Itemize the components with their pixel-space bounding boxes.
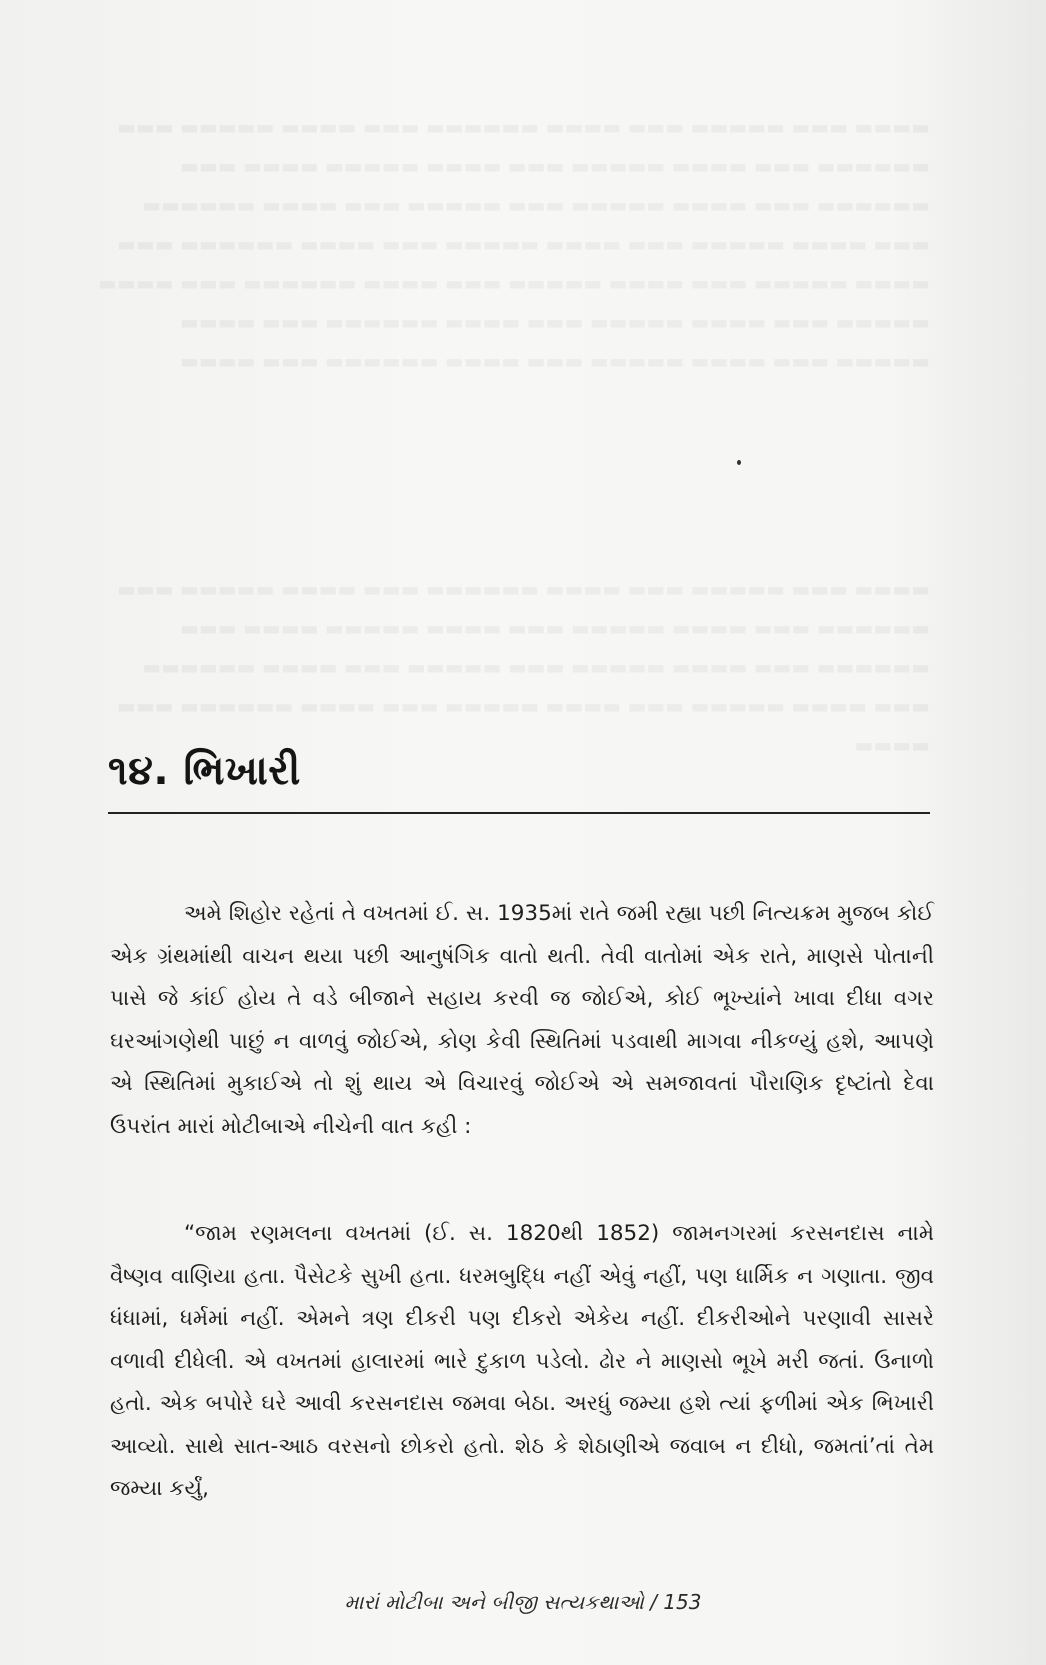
page-footer: મારાં મોટીબા અને બીજી સત્યકથાઓ / 153 [344,1590,702,1614]
paragraph-2 [110,1213,934,1511]
paragraph-text: “જામ રણમલના વખતમાં (ઈ. સ. 1820થી 1852) જામનગરમાં કરસનદાસ નામે વૈષ્ણવ વાણિયા હતા. પૈસેટકે સુખી હતા. ધરમબુદ્ધિ નહીં એવું નહીં, પણ ધાર્મિક ન ગણાતા. જીવ ધંધામાં, ધર્મમાં નહીં. એમને ત્રણ દીકરી પણ દીકરો એકેય નહીં. દીકરીઓને પરણાવી સાસરે વળાવી દીધેલી. એ વખતમાં હાલારમાં ભારે દુકાળ પડેલો. ઢોર ને માણસો ભૂખે મરી જતાં. ઉનાળો હતો. એક બપોરે ઘરે આવી કરસનદાસ જમવા બેઠા. અરધું જમ્યા હશે ત્યાં ફળીમાં એક ભિખારી આવ્યો. સાથે સાત-આઠ વરસનો છોકરો હતો. શેઠ કે શેઠાણીએ જવાબ ન દીધો, જમતાં’તાં તેમ જમ્યા કર્યું, [110,1221,934,1501]
title-underline [108,812,930,814]
paragraph-text: અમે શિહોર રહેતાં તે વખતમાં ઈ. સ. 1935માં રાતે જમી રહ્યા પછી નિત્યક્રમ મુજબ કોઈ એક ગ્રંથમાંથી વાચન થયા પછી આનુષંગિક વાતો થતી. તેવી વાતોમાં એક રાતે, માણસે પોતાની પાસે જે કાંઈ હોય તે વડે બીજાને સહાય કરવી જ જોઈએ, કોઈ ભૂખ્યાંને ખાવા દીધા વગર ઘરઆંગણેથી પાછું ન વાળવું જોઈએ, કોણ કેવી સ્થિતિમાં પડવાથી માગવા નીકળ્યું હશે, આપણે એ સ્થિતિમાં મુકાઈએ તો શું થાય એ વિચારવું જોઈએ એ સમજાવતાં પૌરાણિક દૃષ્ટાંતો દેવા ઉપરાંત મારાં મોટીબાએ નીચેની વાત કહી : [110,901,934,1139]
chapter-title: ૧૪. ભિખારી [108,748,301,794]
print-speck [737,460,741,465]
reverse-page-bleed-through [90,108,930,381]
reverse-page-bleed-through-lower [90,570,930,765]
paragraph-1 [110,893,934,1148]
